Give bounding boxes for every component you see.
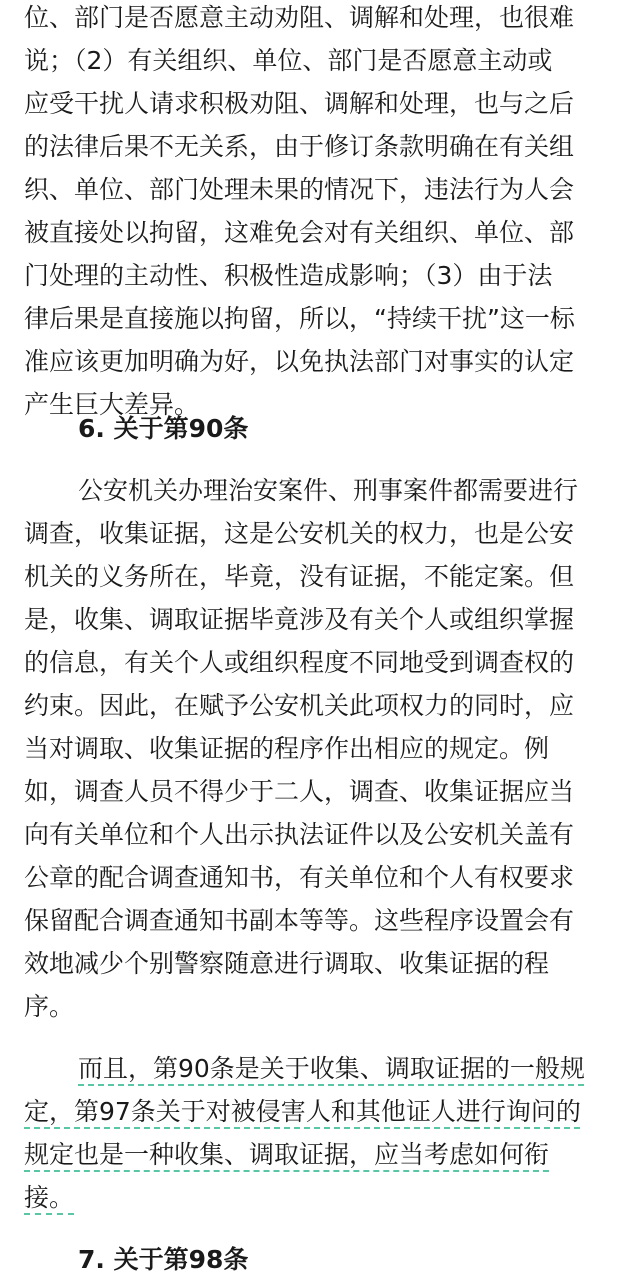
text-line: 门处理的主动性、积极性造成影响；（3）由于法 — [24, 261, 553, 290]
highlighted-text-line[interactable] — [24, 1176, 74, 1220]
text-line: 织、单位、部门处理未果的情况下，违法行为人会 — [24, 175, 575, 204]
text-line: 说；（2）有关组织、单位、部门是否愿意主动或 — [24, 46, 553, 75]
highlight-span[interactable]: 而且，第90条是关于收集、调取证据的一般规 — [78, 1054, 585, 1083]
highlight-span[interactable]: 规定也是一种收集、调取证据，应当考虑如何衔 — [24, 1140, 550, 1169]
text-line: 如，调查人员不得少于二人，调查、收集证据应当 — [24, 777, 575, 806]
text-line: 调查，收集证据，这是公安机关的权力，也是公安 — [24, 519, 575, 548]
highlighted-text-line[interactable] — [24, 1133, 549, 1177]
text-line: 约束。因此，在赋予公安机关此项权力的同时，应 — [24, 691, 575, 720]
text-line: 产生巨大差异。 — [24, 390, 200, 419]
text-line: 律后果是直接施以拘留，所以，“持续干扰”这一标 — [24, 304, 575, 333]
text-line: 是，收集、调取证据毕竟涉及有关个人或组织掌握 — [24, 605, 575, 634]
text-line: 准应该更加明确为好，以免执法部门对事实的认定 — [24, 347, 575, 376]
text-line: 序。 — [24, 992, 75, 1021]
text-line: 应受干扰人请求积极劝阻、调解和处理，也与之后 — [24, 89, 575, 118]
text-line: 公安机关办理治安案件、刑事案件都需要进行 — [78, 476, 579, 505]
highlighted-text-line[interactable] — [78, 1047, 585, 1091]
text-line: 的法律后果不无关系，由于修订条款明确在有关组 — [24, 132, 575, 161]
section-heading-7: 7. 关于第98条 — [78, 1245, 249, 1274]
text-line: 机关的义务所在，毕竟，没有证据，不能定案。但 — [24, 562, 575, 591]
text-line: 公章的配合调查通知书，有关单位和个人有权要求 — [24, 863, 575, 892]
text-line: 当对调取、收集证据的程序作出相应的规定。例 — [24, 734, 550, 763]
highlighted-text-line[interactable] — [24, 1090, 581, 1134]
highlight-span[interactable]: 接。 — [24, 1183, 75, 1212]
text-line: 保留配合调查通知书副本等等。这些程序设置会有 — [24, 906, 575, 935]
text-line: 的信息，有关个人或组织程度不同地受到调查权的 — [24, 648, 575, 677]
text-line: 被直接处以拘留，这难免会对有关组织、单位、部 — [24, 218, 575, 247]
text-line: 位、部门是否愿意主动劝阻、调解和处理，也很难 — [24, 3, 575, 32]
section-heading-6: 6. 关于第90条 — [78, 414, 249, 443]
text-line: 向有关单位和个人出示执法证件以及公安机关盖有 — [24, 820, 575, 849]
text-line: 效地减少个别警察随意进行调取、收集证据的程 — [24, 949, 550, 978]
highlight-span[interactable]: 定，第97条关于对被侵害人和其他证人进行询问的 — [24, 1097, 581, 1126]
